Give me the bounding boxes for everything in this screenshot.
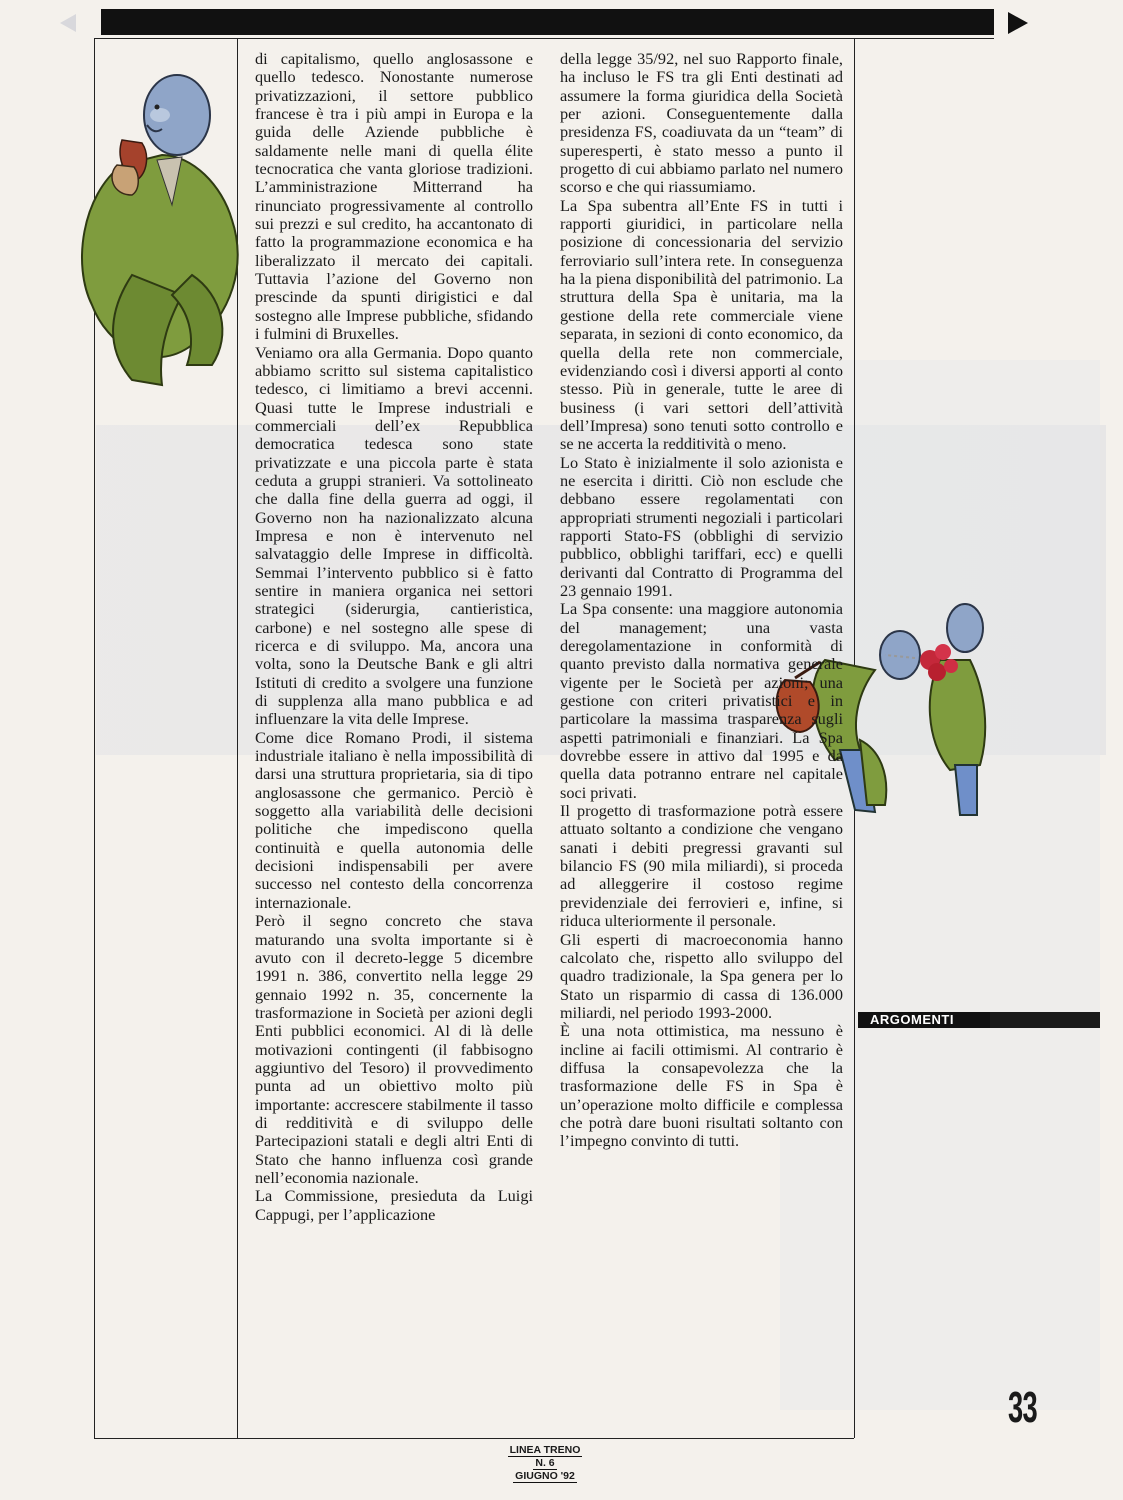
- paragraph: di capitalismo, quello anglosassone e quello tedesco. Nonostante numerose privatizzazioni, il settore pubblico francese è tra i più ampi in Europa e la guida delle Aziende pubbliche è saldamente nelle mani di quella élite tecnocratica che vanta gloriose tradizioni. L’amministrazione Mitterrand ha rinunciato progressivamente al controllo sui prezzi e sul credito, ha accantonato di fatto la programmazione economica e ha liberalizzato il mercato dei capitali. Tuttavia l’azione del Governo non prescinde da spunti dirigistici e dal sostegno alle Imprese pubbliche, sfidando i fulmini di Bruxelles.: [255, 49, 533, 344]
- illustration-seated-man: [62, 45, 262, 390]
- section-label-bar: [990, 1012, 1100, 1028]
- text-column-left: [255, 50, 533, 1224]
- paragraph: Però il segno concreto che stava maturando una svolta importante si è avuto con il decreto-legge 5 dicembre 1991 n. 386, convertito nella legge 29 gennaio 1992 n. 35, concernente la trasformazione in Società per azioni degli Enti pubblici economici. Al di là delle motivazioni contingenti (il fabbisogno aggiuntivo del Tesoro) il provvedimento punta ad un obiettivo molto più importante: accrescere stabilmente il tasso di redditività e di sviluppo delle Partecipazioni statali e degli altri Enti di Stato che hanno influenza così grande nell’economia nazionale.: [255, 911, 533, 1187]
- paragraph: della legge 35/92, nel suo Rapporto finale, ha incluso le FS tra gli Enti destinati ad assumere la forma giuridica della Società per azioni. Conseguentemente dalla presidenza FS, coadiuvata da un “team” di superesperti, è stato messo a punto il progetto di cui abbiamo parlato nel numero scorso e che qui riassumiamo.: [560, 49, 843, 197]
- paragraph: Gli esperti di macroeconomia hanno calcolato che, rispetto allo sviluppo del quadro tradizionale, la Spa genera per lo Stato un risparmio di cassa di 136.000 miliardi, nel periodo 1993-2000.: [560, 929, 843, 1022]
- footer-date: GIUGNO '92: [515, 1470, 575, 1482]
- page-number: 33: [1008, 1383, 1038, 1432]
- paragraph: La Commissione, presieduta da Luigi Cappugi, per l’applicazione: [255, 1186, 533, 1224]
- paragraph: La Spa subentra all’Ente FS in tutti i rapporti giuridici, in particolare nella posizione di concessionaria del servizio ferroviario sull’intera rete. In conseguenza ha la piena disponibilità del patrimonio. La struttura della Spa è unitaria, ma la gestione della rete commerciale viene separata, in sezioni di conto economico, da quella della rete non commerciale, evidenziando così i diversi apporti al conto stesso. Più in generale, tutte le aree di business (i vari settori dell’attività dell’Impresa) sono tenuti sotto controllo e se ne accerta la redditività o meno.: [560, 195, 843, 454]
- footer-magazine: LINEA TRENO: [509, 1444, 581, 1456]
- text-column-right: [560, 50, 843, 1151]
- paragraph: Come dice Romano Prodi, il sistema industriale italiano è nella impossibilità di darsi una struttura proprietaria, sia di tipo anglosassone che germanico. Perciò è soggetto alla variabilità delle decisioni politiche che impediscono quella continuità e quella autonomia delle decisioni indispensabili per avere successo nel contesto della concorrenza internazionale.: [255, 727, 533, 912]
- arrow-left-icon: [60, 14, 76, 32]
- frame-bottom-rule: [94, 1438, 854, 1439]
- paragraph: La Spa consente: una maggiore autonomia del management; una vasta deregolamentazione in conformità di quanto previsto dalla normativa generale vigente per le Società per azioni; una gestione con criteri privatistici e in particolare la massima trasparenza sugli aspetti patrimoniali e finanziari. La Spa dovrebbe essere in attivo dal 1995 e da quella data potranno entrare nel capitale soci privati.: [560, 599, 843, 802]
- footer-masthead: [500, 1444, 590, 1483]
- paragraph: Il progetto di trasformazione potrà essere attuato soltanto a condizione che vengano sanati i debiti pregressi gravanti sul bilancio FS (90 mila miliardi), si proceda ad alleggerire il costoso regime previdenziale dei ferrovieri e, infine, si riduca ulteriormente il personale.: [560, 801, 843, 931]
- footer-issue: N. 6: [535, 1457, 555, 1469]
- frame-top-rule: [94, 38, 994, 39]
- paragraph: Veniamo ora alla Germania. Dopo quanto abbiamo scritto sul sistema capitalistico tedesco, ci limitiamo a brevi accenni. Quasi tutte le Imprese industriali e commerciali dell’ex Repubblica democratica tedesca sono state privatizzate e una piccola parte è stata ceduta a gruppi stranieri. Va sottolineato che dalla fine della guerra ad oggi, il Governo non ha nazionalizzato alcuna Impresa e non è intervenuto nel salvataggio delle Imprese in difficoltà. Semmai l’intervento pubblico si è fatto sentire in maniera organica nei settori strategici (siderurgia, cantieristica, carbone) e nel sostegno alle spese di ricerca e di sviluppo. Ma, ancora una volta, sono la Deutsche Bank e gli altri Istituti di credito a svolgere una funzione di supplenza alla mano pubblica e ad influenzare la vita delle Imprese.: [255, 342, 533, 729]
- section-label: ARGOMENTI: [858, 1012, 990, 1028]
- paragraph: Lo Stato è inizialmente il solo azionista e ne esercita i diritti. Ciò non esclude che debbano essere regolamentati con appropriati strumenti negoziali i particolari rapporti Stato-FS (obblighi di servizio pubblico, obblighi tariffari, ecc) e quelli derivanti dal Contratto di Programma del 23 gennaio 1991.: [560, 452, 843, 600]
- header-bar: [101, 9, 994, 35]
- arrow-right-icon: [1008, 12, 1028, 34]
- paragraph: È una nota ottimistica, ma nessuno è incline ai facili ottimismi. Al contrario è diffusa la consapevolezza che la trasformazione delle FS in Spa è un’operazione molto difficile e complessa che potrà dare buoni risultati soltanto con l’impegno convinto di tutti.: [560, 1021, 843, 1151]
